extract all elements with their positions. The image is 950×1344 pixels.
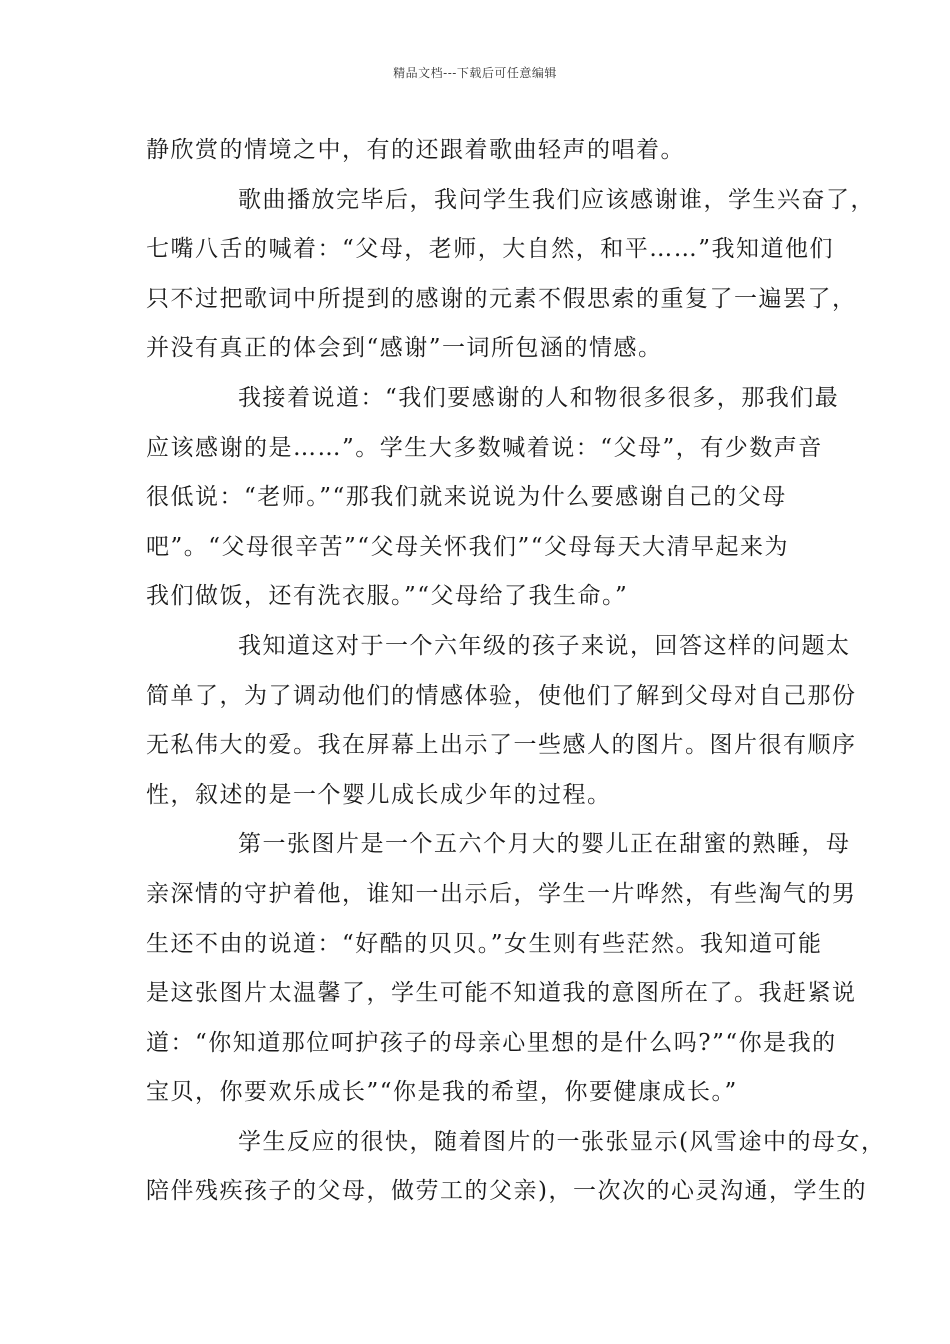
paragraph (146, 622, 857, 820)
text-line: 性，叙述的是一个婴儿成长成少年的过程。 (146, 781, 612, 808)
text-line: 我们做饭，还有洗衣服。”“父母给了我生命。” (146, 583, 629, 610)
text-line: 道：“你知道那位呵护孩子的母亲心里想的是什么吗?”“你是我的 (146, 1029, 837, 1056)
text-line: 第一张图片是一个五六个月大的婴儿正在甜蜜的熟睡，母 (238, 831, 851, 858)
text-line: 我知道这对于一个六年级的孩子来说，回答这样的问题太 (238, 632, 851, 659)
text-line: 歌曲播放完毕后，我问学生我们应该感谢谁，学生兴奋了， (238, 186, 875, 213)
text-line: 静欣赏的情境之中，有的还跟着歌曲轻声的唱着。 (146, 137, 685, 163)
text-line: 简单了，为了调动他们的情感体验，使他们了解到父母对自己那份 (146, 682, 857, 709)
text-line: 七嘴八舌的喊着：“父母，老师，大自然，和平……”我知道他们 (146, 236, 835, 263)
text-line: 只不过把歌词中所提到的感谢的元素不假思索的重复了一遍罢了， (146, 285, 857, 312)
text-line: 应该感谢的是……”。学生大多数喊着说：“父母”，有少数声音 (146, 434, 823, 461)
text-line: 是这张图片太温馨了，学生可能不知道我的意图所在了。我赶紧说 (146, 980, 857, 1007)
paragraph (146, 820, 857, 1118)
text-line: 很低说：“老师。”“那我们就来说说为什么要感谢自己的父母 (146, 484, 787, 511)
body-text (146, 126, 886, 1217)
text-line: 并没有真正的体会到“感谢”一词所包涵的情感。 (146, 335, 663, 362)
text-line: 学生反应的很快，随着图片的一张张显示(风雪途中的母女， (238, 1128, 886, 1155)
paragraph (146, 176, 875, 374)
text-line: 宝贝，你要欢乐成长”“你是我的希望，你要健康成长。” (146, 1079, 738, 1106)
paragraph (146, 374, 840, 622)
text-line: 陪伴残疾孩子的父母，做劳工的父亲)，一次次的心灵沟通，学生的 (146, 1178, 867, 1205)
text-line: 生还不由的说道：“好酷的贝贝。”女生则有些茫然。我知道可能 (146, 930, 823, 957)
text-line: 我接着说道：“我们要感谢的人和物很多很多，那我们最 (238, 384, 840, 411)
paragraph (146, 1118, 886, 1217)
paragraph (146, 126, 826, 176)
text-line: 无私伟大的爱。我在屏幕上出示了一些感人的图片。图片很有顺序 (146, 732, 857, 759)
text-line: 吧”。“父母很辛苦”“父母关怀我们”“父母每天大清早起来为 (146, 533, 790, 560)
page-header: 精品文档---下载后可任意编辑 (393, 66, 557, 80)
text-line: 亲深情的守护着他，谁知一出示后，学生一片哗然，有些淘气的男 (146, 880, 857, 907)
